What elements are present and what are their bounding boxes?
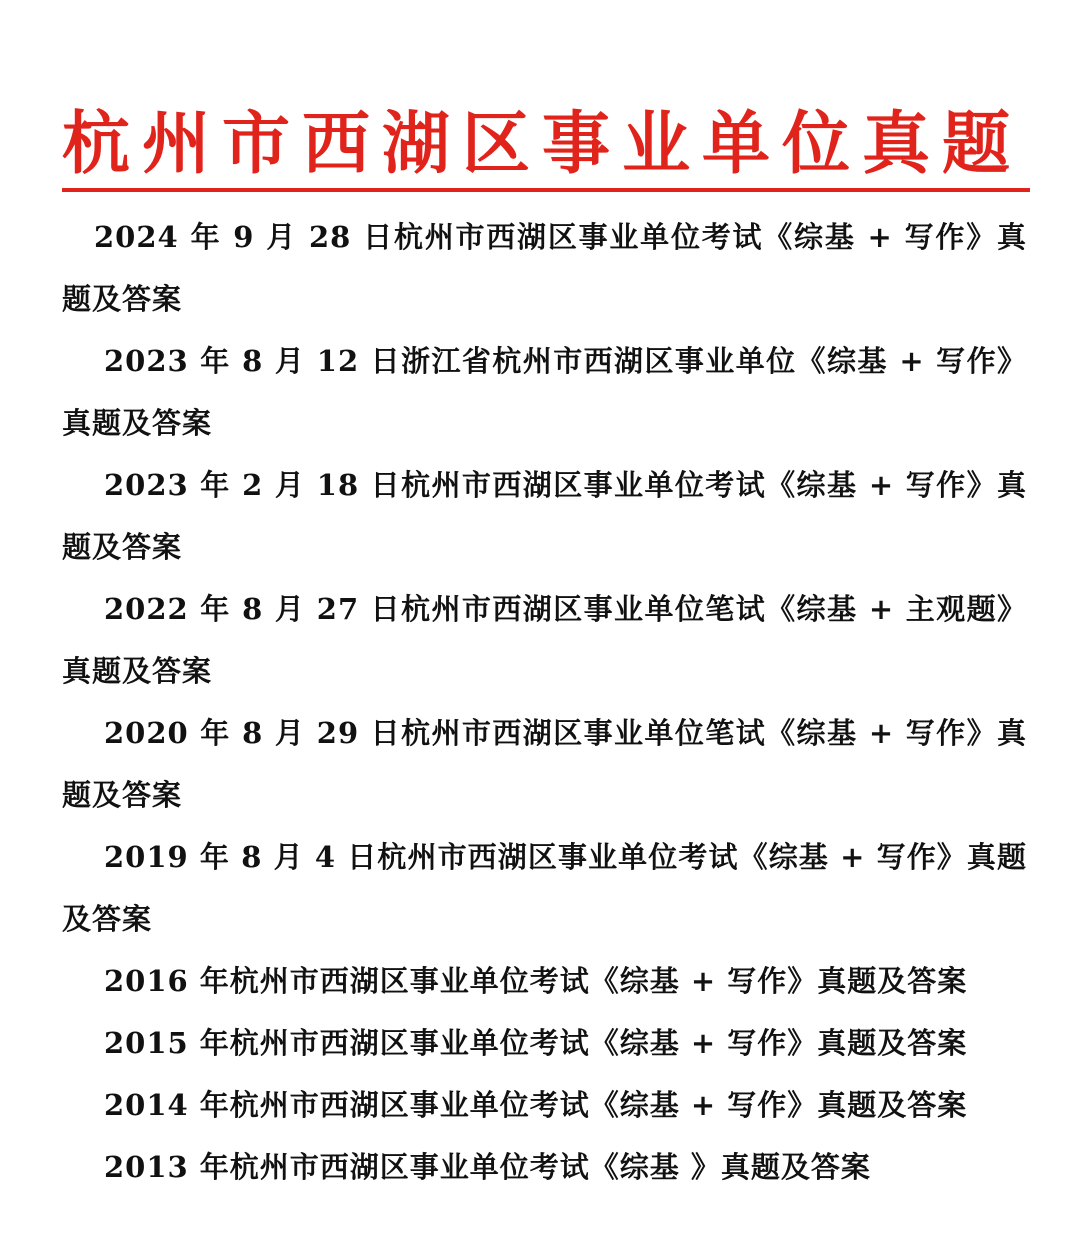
list-item: 2019 年 8 月 4 日杭州市西湖区事业单位考试《综基 + 写作》真题及答案 — [62, 840, 1027, 936]
list-item: 2024 年 9 月 28 日杭州市西湖区事业单位考试《综基 + 写作》真题及答案 — [62, 220, 1027, 316]
list-item: 2023 年 8 月 12 日浙江省杭州市西湖区事业单位《综基 + 写作》真题及答案 — [62, 344, 1027, 440]
list-item: 2022 年 8 月 27 日杭州市西湖区事业单位笔试《综基 + 主观题》真题及答案 — [62, 592, 1027, 688]
title-underline — [62, 188, 1030, 192]
list-item: 2016 年杭州市西湖区事业单位考试《综基 + 写作》真题及答案 — [104, 964, 968, 998]
list-item: 2015 年杭州市西湖区事业单位考试《综基 + 写作》真题及答案 — [104, 1026, 968, 1060]
exam-list — [62, 206, 1027, 1198]
list-item: 2023 年 2 月 18 日杭州市西湖区事业单位考试《综基 + 写作》真题及答案 — [62, 468, 1027, 564]
list-item: 2020 年 8 月 29 日杭州市西湖区事业单位笔试《综基 + 写作》真题及答案 — [62, 716, 1027, 812]
page-title: 杭州市西湖区事业单位真题 — [62, 104, 1023, 184]
list-item: 2013 年杭州市西湖区事业单位考试《综基 》真题及答案 — [104, 1150, 871, 1184]
list-item: 2014 年杭州市西湖区事业单位考试《综基 + 写作》真题及答案 — [104, 1088, 968, 1122]
